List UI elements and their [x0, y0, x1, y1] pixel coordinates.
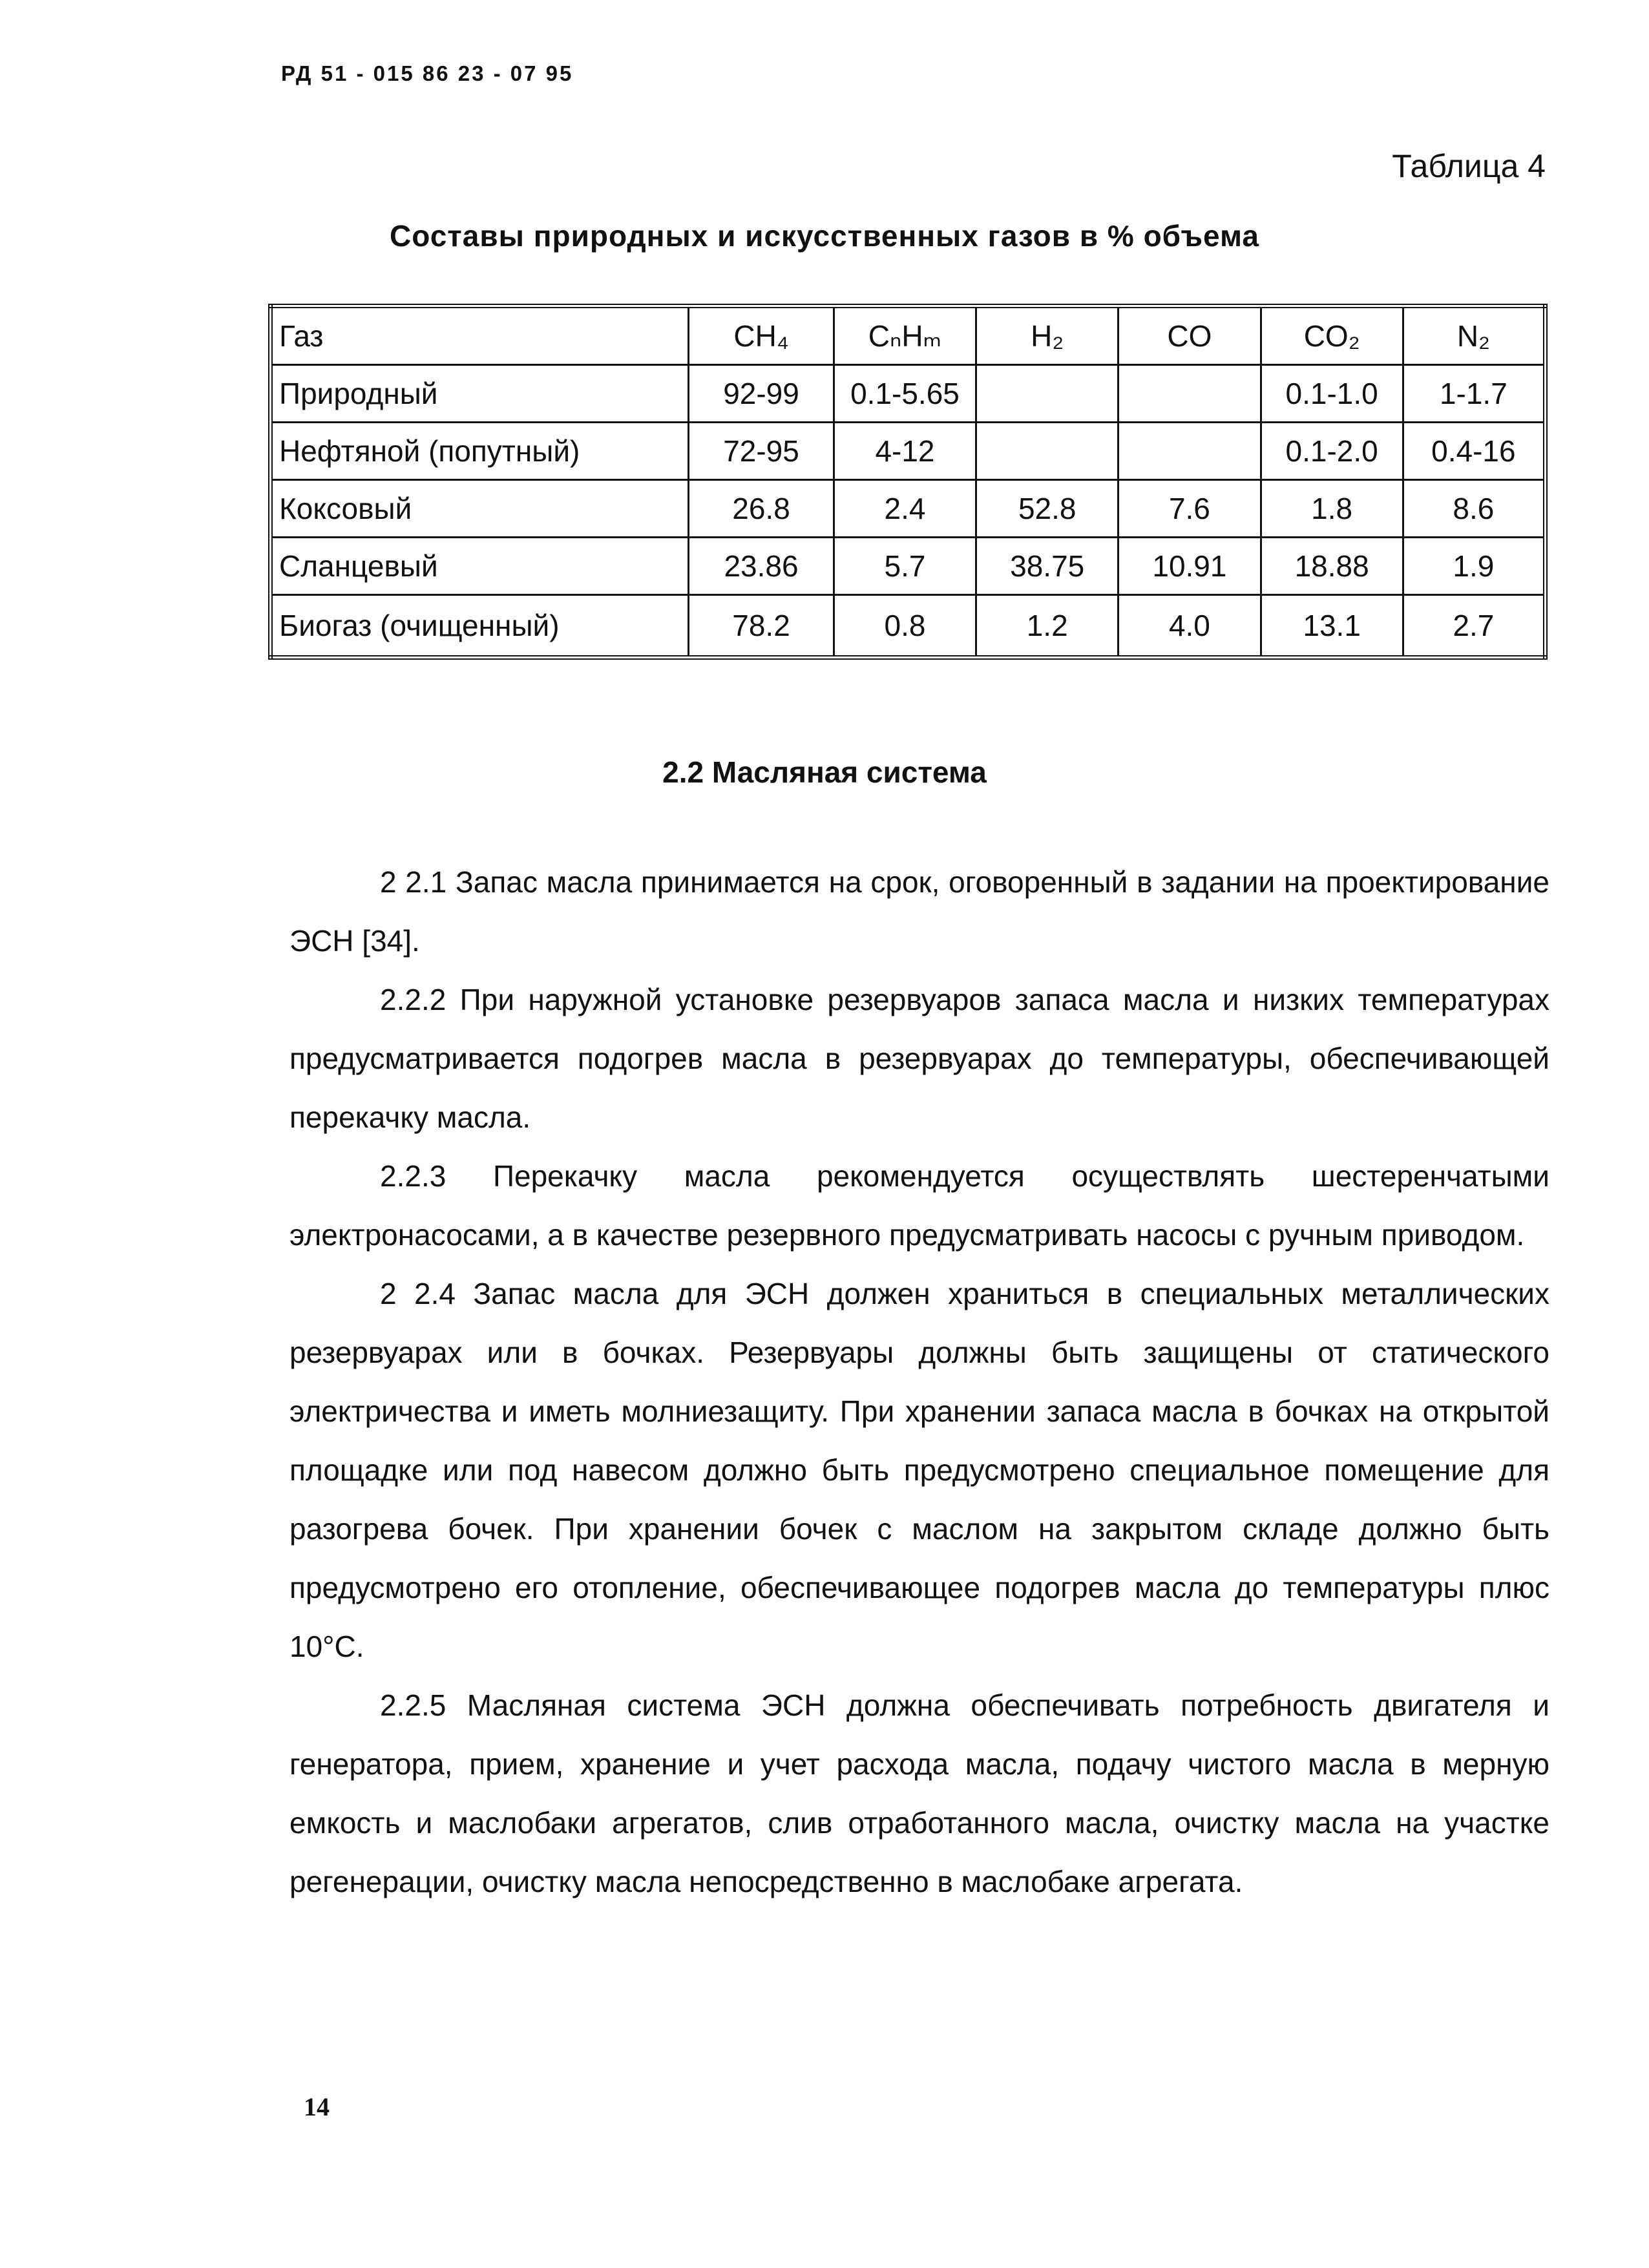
table-cell-gas-name: Сланцевый [271, 538, 689, 595]
header-cell-co: CO [1119, 306, 1261, 365]
table-cell: 72-95 [689, 423, 834, 480]
table-row [271, 595, 1546, 658]
gas-composition-table [268, 304, 1548, 660]
header-cell-gas: Газ [271, 306, 689, 365]
document-code: РД 51 - 015 86 23 - 07 95 [281, 61, 574, 85]
table-cell: 2.4 [834, 480, 976, 538]
table-cell [1119, 365, 1261, 423]
table-title: Составы природных и искусственных газов в % объема [389, 219, 1260, 253]
table-row [271, 538, 1546, 595]
table-row [271, 480, 1546, 538]
header-cell-co2: CO₂ [1261, 306, 1403, 365]
section-body [289, 853, 1549, 1911]
table-cell: 1-1.7 [1403, 365, 1545, 423]
paragraph-2-2-2: 2.2.2 При наружной установке резервуаров запаса масла и низких температурах предусматривается подогрев масла в резервуарах до температуры, обеспечивающей перекачку масла. [289, 983, 1549, 1134]
table-cell-gas-name: Коксовый [271, 480, 689, 538]
table-cell-gas-name: Природный [271, 365, 689, 423]
table-cell: 23.86 [689, 538, 834, 595]
table-cell-gas-name: Нефтяной (попутный) [271, 423, 689, 480]
table-cell: 26.8 [689, 480, 834, 538]
table-cell: 1.2 [976, 595, 1119, 658]
table-cell: 10.91 [1119, 538, 1261, 595]
table-cell: 1.8 [1261, 480, 1403, 538]
table-cell: 4.0 [1119, 595, 1261, 658]
header-cell-cnhm: CₙHₘ [834, 306, 976, 365]
table-cell [976, 423, 1119, 480]
table-cell: 0.4-16 [1403, 423, 1545, 480]
paragraph-2-2-3: 2.2.3 Перекачку масла рекомендуется осуществлять шестеренчатыми электронасосами, а в качестве резервного предусматривать насосы с ручным приводом. [289, 1159, 1549, 1252]
table-cell: 18.88 [1261, 538, 1403, 595]
header-cell-n2: N₂ [1403, 306, 1545, 365]
paragraph-2-2-4: 2 2.4 Запас масла для ЭСН должен храниться в специальных металлических резервуарах или в бочках. Резервуары должны быть защищены от статического электричества и иметь молниезащиту. При хранении запаса масла в бочках на открытой площадке или под навесом должно быть предусмотрено специальное помещение для разогрева бочек. При хранении бочек с маслом на закрытом складе должно быть предусмотрено его отопление, обеспечивающее подогрев масла до температуры плюс 10°С. [289, 1277, 1549, 1663]
table-cell: 0.1-2.0 [1261, 423, 1403, 480]
table-cell [976, 365, 1119, 423]
table-header-row [271, 306, 1546, 365]
table-cell: 4-12 [834, 423, 976, 480]
table-row [271, 365, 1546, 423]
paragraph-2-2-1: 2 2.1 Запас масла принимается на срок, оговоренный в задании на проектирование ЭСН [34]. [289, 865, 1549, 958]
table-cell: 2.7 [1403, 595, 1545, 658]
header-cell-ch4: CH₄ [689, 306, 834, 365]
table-cell [1119, 423, 1261, 480]
table-cell-gas-name: Биогаз (очищенный) [271, 595, 689, 658]
table-number: Таблица 4 [1392, 148, 1546, 184]
paragraph-2-2-5: 2.2.5 Масляная система ЭСН должна обеспечивать потребность двигателя и генератора, прием, хранение и учет расхода масла, подачу чистого масла в мерную емкость и маслобаки агрегатов, слив отработанного масла, очистку масла на участке регенерации, очистку масла непосредственно в маслобаке агрегата. [289, 1688, 1549, 1898]
table-cell: 7.6 [1119, 480, 1261, 538]
header-cell-h2: H₂ [976, 306, 1119, 365]
table-cell: 8.6 [1403, 480, 1545, 538]
table-cell: 5.7 [834, 538, 976, 595]
table-cell: 92-99 [689, 365, 834, 423]
table-cell: 52.8 [976, 480, 1119, 538]
section-heading: 2.2 Масляная система [662, 755, 987, 789]
table-cell: 0.1-5.65 [834, 365, 976, 423]
page-number: 14 [304, 2092, 330, 2121]
table-cell: 13.1 [1261, 595, 1403, 658]
table-row [271, 423, 1546, 480]
table-cell: 0.1-1.0 [1261, 365, 1403, 423]
table-cell: 78.2 [689, 595, 834, 658]
table-cell: 0.8 [834, 595, 976, 658]
table-cell: 38.75 [976, 538, 1119, 595]
table-cell: 1.9 [1403, 538, 1545, 595]
